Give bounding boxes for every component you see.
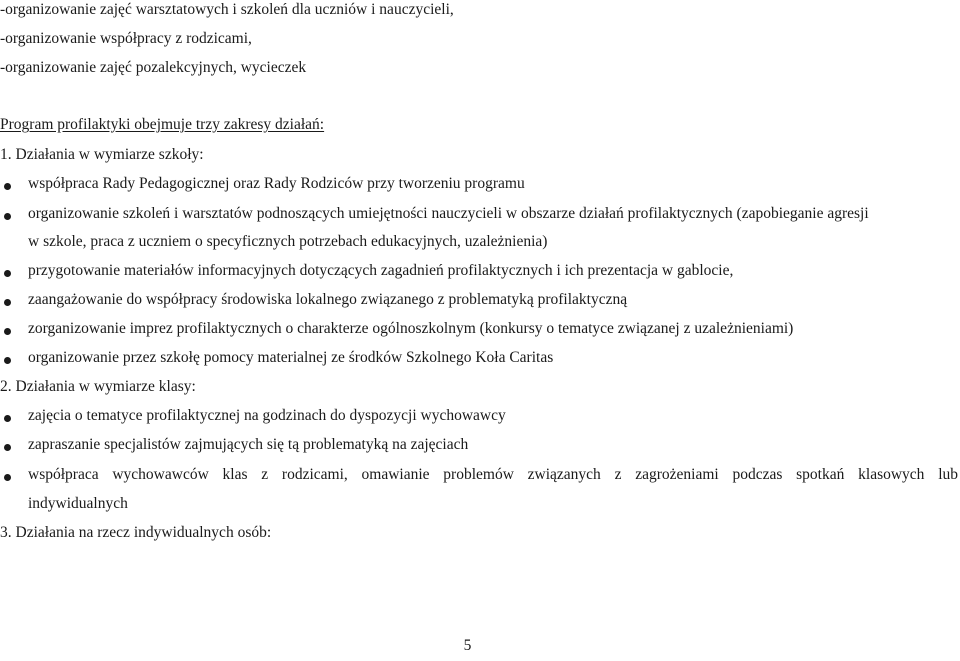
bullet-icon (4, 474, 11, 481)
bullet-icon (4, 444, 11, 451)
section2-item-2: zapraszanie specjalistów zajmujących się tą problematyką na zajęciach (28, 436, 469, 453)
intro-line-2: -organizowanie współpracy z rodzicami, (0, 30, 252, 47)
section2-item-1: zajęcia o tematyce profilaktycznej na godzinach do dyspozycji wychowawcy (28, 407, 506, 424)
section1-item-1: współpraca Rady Pedagogicznej oraz Rady Rodziców przy tworzeniu programu (28, 175, 525, 192)
section1-item-4: zaangażowanie do współpracy środowiska lokalnego związanego z problematyką profilaktyczną (28, 291, 628, 308)
section1-item-6: organizowanie przez szkołę pomocy materialnej ze środków Szkolnego Koła Caritas (28, 349, 554, 366)
intro-line-1: -organizowanie zajęć warsztatowych i szkoleń dla uczniów i nauczycieli, (0, 1, 454, 18)
section2-item-3-continuation: indywidualnych (28, 495, 128, 512)
section2-item-3: współpraca wychowawców klas z rodzicami, omawianie problemów związanych z zagrożeniami podczas spotkań klasowych lub (28, 466, 958, 483)
bullet-icon (4, 328, 11, 335)
bullet-icon (4, 415, 11, 422)
section1-item-2-continuation: w szkole, praca z uczniem o specyficznych potrzebach edukacyjnych, uzależnienia) (28, 233, 548, 250)
section3-heading: 3. Działania na rzecz indywidualnych osób: (0, 524, 272, 541)
intro-line-3: -organizowanie zajęć pozalekcyjnych, wycieczek (0, 59, 307, 76)
section1-heading: 1. Działania w wymiarze szkoły: (0, 146, 204, 163)
section2-heading: 2. Działania w wymiarze klasy: (0, 378, 196, 395)
bullet-icon (4, 270, 11, 277)
page-number: 5 (463, 637, 472, 654)
section1-item-3: przygotowanie materiałów informacyjnych dotyczących zagadnień profilaktycznych i ich prezentacja w gablocie, (28, 262, 734, 279)
bullet-icon (4, 299, 11, 306)
section1-item-2: organizowanie szkoleń i warsztatów podnoszących umiejętności nauczycieli w obszarze działań profilaktycznych (zapobieganie agresji (28, 205, 869, 222)
bullet-icon (4, 213, 11, 220)
bullet-icon (4, 357, 11, 364)
section1-item-5: zorganizowanie imprez profilaktycznych o charakterze ogólnoszkolnym (konkursy o tematyce związanej z uzależnieniami) (28, 320, 794, 337)
program-heading: Program profilaktyki obejmuje trzy zakresy działań: (0, 116, 325, 133)
bullet-icon (4, 183, 11, 190)
